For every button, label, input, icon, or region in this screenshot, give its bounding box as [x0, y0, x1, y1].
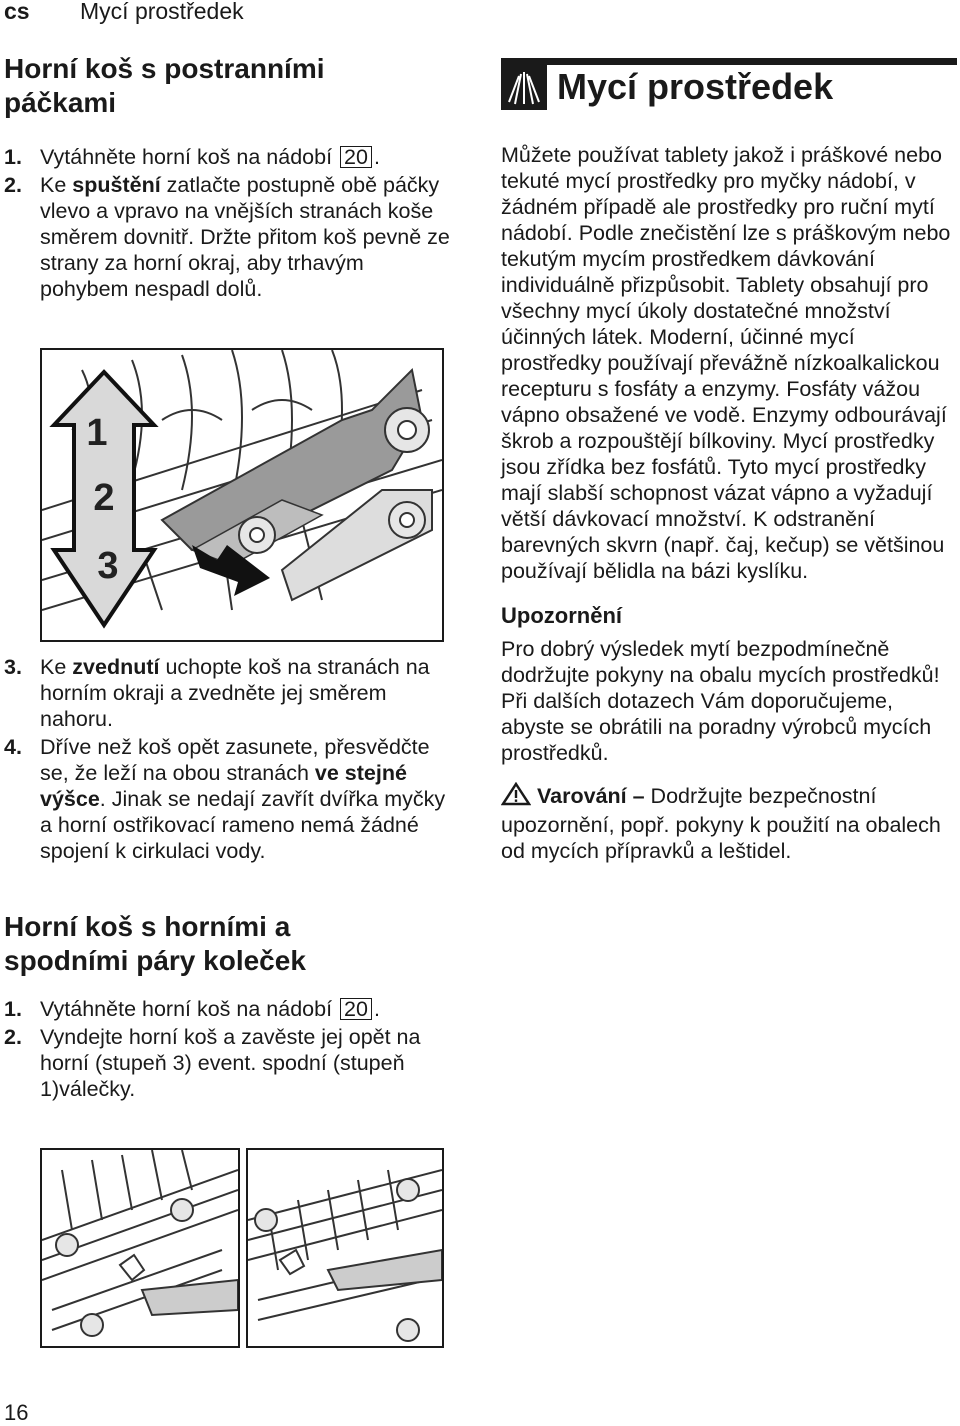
warning-paragraph [501, 782, 957, 864]
step-bold: ve stejné výšce [40, 761, 407, 811]
section1-steps [4, 144, 454, 302]
step-text: Ke [40, 655, 73, 679]
warning-icon [501, 782, 531, 812]
step-number: 3. [4, 655, 22, 679]
notice-paragraph-2: Při dalších dotazech Vám doporučujeme, abyste se obrátili na poradny výrobců mycích prostředků. [501, 689, 932, 765]
step-end: . [373, 145, 380, 169]
step-end: . [373, 997, 380, 1021]
section1-title: Horní koš s postranními páčkami [4, 53, 325, 118]
header-title: Mycí prostředek [80, 0, 244, 24]
step-number: 2. [4, 173, 22, 197]
step-text: . Jinak se nedají zavřít dvířka myčky a horní ostřikovací rameno nemá žádné spojení k cirkulaci vody. [40, 787, 446, 863]
s1-step1 [4, 144, 454, 170]
section1-steps-continued [4, 654, 454, 864]
s2-step2 [4, 1024, 454, 1102]
step-number: 1. [4, 145, 22, 169]
section-title: Mycí prostředek [557, 66, 834, 107]
step-text: uchopte koš na stranách na horním okraji a zvedněte jej směrem nahoru. [40, 655, 430, 731]
page-header [4, 0, 244, 25]
step-text: Vyndejte horní koš a zavěste jej opět na horní (stupeň 3) event. spodní (stupeň 1)válečky. [40, 1025, 421, 1101]
figure-side-lever [40, 348, 444, 642]
arrow-label-2: 2 [93, 477, 115, 519]
notice-paragraph-1: Pro dobrý výsledek mytí bezpodmínečně dodržujte pokyny na obalu mycích prostředků! [501, 637, 940, 687]
step-text: Vytáhněte horní koš na nádobí [40, 997, 333, 1021]
figure-wheels-lower [246, 1148, 444, 1348]
wheels-upper-illustration [42, 1150, 238, 1346]
side-lever-illustration [42, 350, 442, 640]
section2-title: Horní koš s horními a spodními páry koleček [4, 911, 306, 976]
s1-step3 [4, 654, 454, 732]
s1-step2 [4, 172, 454, 302]
right-column [501, 58, 957, 864]
left-column-lower [4, 654, 454, 1102]
step-text: zatlačte postupně obě páčky vlevo a vpravo na vnějších stranách koše směrem dovnitř. Držte přitom koš pevně ze strany za horní okraj, aby trhavým pohybem nespadl dolů. [40, 173, 450, 301]
warning-text: Dodržujte bezpečnostní upozornění, popř. pokyny k použití na obalech od mycích přípravků a leštidel. [501, 784, 941, 863]
s2-step1 [4, 996, 454, 1022]
warning-label: Varování – [537, 784, 645, 808]
language-code: cs [4, 0, 30, 24]
notice-title: Upozornění [501, 603, 622, 628]
intro-paragraph: Můžete používat tablety jakož i práškové nebo tekuté mycí prostředky pro myčky nádobí, v žádném případě ale prostředky pro ruční mytí nádobí. Podle znečistění lze s práškovým nebo tekutým mycím prostředkem dávkování individuálně přizpůsobit. Tablety obsahují pro všechny mycí úkoly dostatečné množství účinných látek. Moderní, účinné mycí prostředky používají převážně nízkoalkalickou recepturu s fosfáty a enzymy. Fosfáty vážou vápno obsažené ve vodě. Enzymy odbourávají škrob a rozpouštějí bílkoviny. Mycí prostředky jsou zřídka bez fosfátů. Tyto mycí prostředky mají slabší schopnost vázat vápno a vyžadují větší dávkovací množství. K odstranění barevných skvrn (např. čaj, kečup) se většinou používají bělidla na bázi kyslíku. [501, 143, 951, 583]
page-number: 16 [4, 1400, 29, 1425]
step-number: 4. [4, 735, 22, 759]
wheels-lower-illustration [248, 1150, 442, 1346]
figure-ref: 20 [340, 998, 372, 1020]
step-text: Dříve než koš opět zasunete, přesvědčte se, že leží na obou stranách [40, 735, 430, 785]
detergent-icon [501, 64, 547, 110]
figure-ref: 20 [340, 146, 372, 168]
s1-step4 [4, 734, 454, 864]
step-text: Vytáhněte horní koš na nádobí [40, 145, 333, 169]
left-column [4, 52, 454, 302]
section2-steps [4, 996, 454, 1102]
step-text: Ke [40, 173, 73, 197]
step-number: 1. [4, 997, 22, 1021]
step-number: 2. [4, 1025, 22, 1049]
arrow-label-1: 1 [86, 412, 108, 454]
step-bold: zvednutí [72, 655, 160, 679]
step-bold: spuštění [72, 173, 161, 197]
figure-wheels-upper [40, 1148, 240, 1348]
arrow-label-3: 3 [97, 545, 119, 587]
